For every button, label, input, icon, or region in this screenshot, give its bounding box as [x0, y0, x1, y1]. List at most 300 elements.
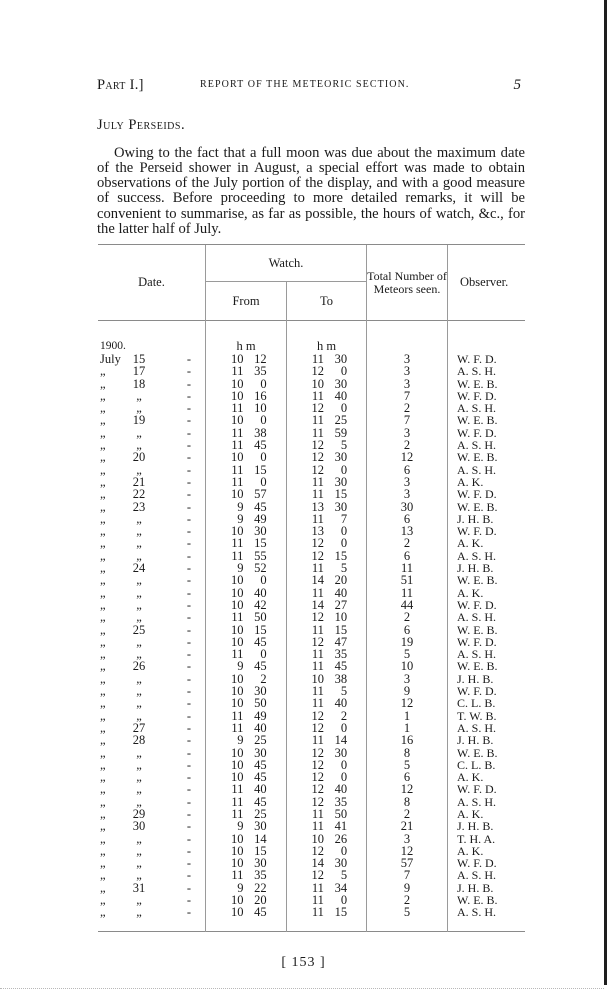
to-minute: 34 — [334, 880, 348, 895]
from-minute: 10 — [254, 401, 267, 416]
observer-initials: T. W. B. — [457, 708, 497, 723]
date-day: „ — [136, 511, 142, 526]
to-minute: 0 — [340, 893, 348, 908]
to-hour: 12 — [311, 610, 324, 625]
table-row — [98, 820, 525, 832]
from-hour: 10 — [230, 634, 244, 649]
date-day: „ — [136, 745, 142, 760]
from-minute: 35 — [254, 364, 267, 379]
to-minute: 0 — [340, 757, 348, 772]
meteor-count: 11 — [367, 587, 448, 599]
from-minute: 35 — [254, 868, 267, 883]
date-day: 18 — [132, 376, 146, 391]
leader-dash: - — [186, 905, 191, 920]
col-header-to: To — [287, 282, 367, 321]
meteor-count: 44 — [367, 599, 448, 611]
date-day: 17 — [132, 364, 146, 379]
to-hour: 11 — [311, 352, 324, 366]
meteor-count: 2 — [367, 537, 448, 549]
to-minute: 0 — [340, 401, 348, 416]
leader-dash: - — [186, 868, 191, 883]
table-row — [98, 660, 525, 672]
to-minute: 26 — [334, 831, 348, 846]
observer-initials: C. L. B. — [457, 696, 496, 711]
meteor-count: 2 — [367, 894, 448, 906]
observer-initials: W. F. D. — [457, 388, 497, 403]
date-day: 24 — [132, 561, 146, 576]
observer-initials: A. K. — [457, 843, 484, 858]
date-month: „ — [100, 856, 106, 871]
meteor-count: 12 — [367, 845, 448, 857]
date-day: „ — [136, 425, 142, 440]
leader-dash: - — [186, 610, 191, 625]
leader-dash: - — [186, 893, 191, 908]
date-day: „ — [136, 573, 142, 588]
table-row — [98, 624, 525, 636]
date-month: „ — [100, 868, 106, 883]
leader-dash: - — [186, 819, 191, 834]
to-minute: 30 — [334, 856, 348, 871]
from-minute: 38 — [254, 425, 267, 440]
leader-dash: - — [186, 438, 191, 453]
to-minute: 15 — [334, 487, 348, 502]
to-hour: 12 — [311, 868, 324, 883]
col-header-total: Total Number of Meteors seen. — [367, 245, 448, 321]
from-hour: 9 — [237, 511, 244, 526]
to-hour: 11 — [311, 905, 324, 920]
from-minute: 30 — [254, 745, 267, 760]
table-row — [98, 906, 525, 918]
date-month: „ — [100, 536, 106, 551]
from-minute: 49 — [254, 511, 267, 526]
meteor-count: 3 — [367, 378, 448, 390]
from-hour: 11 — [231, 868, 244, 883]
from-minute: 40 — [254, 720, 267, 735]
date-month: „ — [100, 450, 106, 465]
meteor-count: 2 — [367, 611, 448, 623]
leader-dash: - — [186, 684, 191, 699]
date-month: „ — [100, 708, 106, 723]
table-row — [98, 501, 525, 513]
date-month: „ — [100, 499, 106, 514]
meteor-count: 6 — [367, 624, 448, 636]
observer-initials: W. E. B. — [457, 376, 498, 391]
date-day: „ — [136, 856, 142, 871]
to-hour: 12 — [311, 364, 324, 379]
to-hour: 11 — [311, 487, 324, 502]
date-month: „ — [100, 831, 106, 846]
table-row — [98, 734, 525, 746]
to-minute: 0 — [340, 462, 348, 477]
to-minute: 35 — [334, 794, 348, 809]
from-hour: 10 — [230, 413, 244, 428]
date-day: 21 — [132, 474, 146, 489]
to-minute: 38 — [334, 671, 348, 686]
observer-initials: A. S. H. — [457, 647, 497, 662]
from-minute: 14 — [254, 831, 267, 846]
to-hour: 11 — [311, 413, 324, 428]
to-hour: 11 — [311, 388, 324, 403]
to-minute: 50 — [334, 806, 348, 821]
from-minute: 40 — [254, 585, 267, 600]
observer-initials: W. F. D. — [457, 425, 497, 440]
observer-initials: A. S. H. — [457, 401, 497, 416]
from-minute: 45 — [254, 757, 267, 772]
date-month: „ — [100, 597, 106, 612]
observer-initials: W. E. B. — [457, 573, 498, 588]
from-hour: 9 — [237, 499, 244, 514]
from-minute: 45 — [254, 659, 267, 674]
page-number: 5 — [513, 77, 521, 93]
date-day: 25 — [132, 622, 146, 637]
leader-dash: - — [186, 770, 191, 785]
from-minute: 16 — [254, 388, 267, 403]
date-month: „ — [100, 696, 106, 711]
to-hour: 10 — [311, 831, 324, 846]
date-day: „ — [136, 671, 142, 686]
from-minute: 15 — [254, 622, 267, 637]
observer-initials: A. S. H. — [457, 438, 497, 453]
observer-initials: J. H. B. — [457, 671, 494, 686]
meteor-count: 9 — [367, 882, 448, 894]
leader-dash: - — [186, 806, 191, 821]
leader-dash: - — [186, 511, 191, 526]
leader-dash: - — [186, 856, 191, 871]
meteor-count: 6 — [367, 513, 448, 525]
leader-dash: - — [186, 647, 191, 662]
date-day: 20 — [132, 450, 146, 465]
leader-dash: - — [186, 450, 191, 465]
from-hour: 11 — [231, 708, 244, 723]
col-header-watch: Watch. — [206, 245, 367, 282]
leader-dash: - — [186, 782, 191, 797]
date-day: 19 — [132, 413, 146, 428]
folio: [ 153 ] — [281, 955, 326, 970]
leader-dash: - — [186, 561, 191, 576]
date-day: „ — [136, 794, 142, 809]
to-hour: 12 — [311, 782, 324, 797]
table-row — [98, 537, 525, 549]
table-row — [98, 451, 525, 463]
to-hour: 11 — [311, 806, 324, 821]
date-day: „ — [136, 388, 142, 403]
to-hour: 11 — [311, 696, 324, 711]
to-minute: 30 — [334, 376, 348, 391]
observer-initials: A. S. H. — [457, 794, 497, 809]
section-title: July Perseids. — [97, 117, 186, 133]
from-hour: 11 — [231, 647, 244, 662]
date-day: „ — [136, 893, 142, 908]
date-month: „ — [100, 843, 106, 858]
meteor-count: 6 — [367, 550, 448, 562]
running-header — [97, 77, 525, 97]
from-minute: 30 — [254, 856, 267, 871]
date-month: July — [100, 352, 121, 366]
to-minute: 59 — [334, 425, 348, 440]
to-hour: 12 — [311, 634, 324, 649]
from-hour: 10 — [230, 856, 244, 871]
from-minute: 0 — [260, 376, 267, 391]
table-row — [98, 869, 525, 881]
observer-initials: W. E. B. — [457, 893, 498, 908]
leader-dash: - — [186, 573, 191, 588]
from-minute: 40 — [254, 782, 267, 797]
to-minute: 45 — [334, 659, 348, 674]
leader-dash: - — [186, 474, 191, 489]
table-row — [98, 488, 525, 500]
from-minute: 55 — [254, 548, 267, 563]
meteor-count: 1 — [367, 722, 448, 734]
observer-initials: A. S. H. — [457, 905, 497, 920]
from-hour: 9 — [237, 659, 244, 674]
meteor-count: 1 — [367, 710, 448, 722]
meteor-count: 5 — [367, 906, 448, 918]
date-day: 27 — [132, 720, 146, 735]
from-hour: 11 — [231, 474, 244, 489]
to-hour: 11 — [311, 733, 324, 748]
meteor-count: 8 — [367, 747, 448, 759]
to-hour: 12 — [311, 757, 324, 772]
observer-initials: J. H. B. — [457, 880, 494, 895]
from-minute: 25 — [254, 806, 267, 821]
date-month: „ — [100, 561, 106, 576]
date-month: „ — [100, 573, 106, 588]
to-hour: 12 — [311, 720, 324, 735]
to-hour: 11 — [311, 622, 324, 637]
observer-initials: W. F. D. — [457, 856, 497, 871]
to-hour: 11 — [311, 474, 324, 489]
date-month: „ — [100, 880, 106, 895]
from-hour: 10 — [230, 831, 244, 846]
meteor-count: 51 — [367, 574, 448, 586]
table-row — [98, 414, 525, 426]
from-minute: 57 — [254, 487, 267, 502]
meteor-count: 3 — [367, 476, 448, 488]
from-hour: 11 — [231, 536, 244, 551]
table-row — [98, 697, 525, 709]
date-month: „ — [100, 487, 106, 502]
meteor-count: 3 — [367, 833, 448, 845]
to-minute: 0 — [340, 770, 348, 785]
to-hour: 11 — [311, 893, 324, 908]
meteor-count: 13 — [367, 525, 448, 537]
leader-dash: - — [186, 880, 191, 895]
observer-initials: J. H. B. — [457, 561, 494, 576]
meteor-count: 2 — [367, 402, 448, 414]
to-minute: 0 — [340, 843, 348, 858]
observer-initials: A. K. — [457, 585, 484, 600]
to-hour: 13 — [311, 499, 324, 514]
date-month: „ — [100, 401, 106, 416]
leader-dash: - — [186, 708, 191, 723]
meteor-count: 3 — [367, 353, 448, 365]
from-hour: 11 — [231, 794, 244, 809]
date-month: „ — [100, 425, 106, 440]
from-hour: 11 — [231, 782, 244, 797]
leader-dash: - — [186, 462, 191, 477]
leader-dash: - — [186, 548, 191, 563]
meteor-count: 3 — [367, 673, 448, 685]
table-row — [98, 574, 525, 586]
table-row — [98, 611, 525, 623]
to-hour: 12 — [311, 462, 324, 477]
observer-initials: W. F. D. — [457, 524, 497, 539]
date-month: „ — [100, 757, 106, 772]
leader-dash: - — [186, 794, 191, 809]
from-hour: 11 — [231, 610, 244, 625]
to-minute: 40 — [334, 585, 348, 600]
to-hour: 11 — [311, 880, 324, 895]
from-minute: 30 — [254, 819, 267, 834]
meteor-count: 12 — [367, 783, 448, 795]
meteor-count: 5 — [367, 759, 448, 771]
date-day: „ — [136, 770, 142, 785]
to-hour: 11 — [311, 561, 324, 576]
part-label: Part I.] — [97, 77, 144, 93]
to-minute: 10 — [334, 610, 348, 625]
observer-initials: W. E. B. — [457, 622, 498, 637]
date-day: „ — [136, 757, 142, 772]
meteor-count: 7 — [367, 869, 448, 881]
date-month: „ — [100, 659, 106, 674]
date-day: „ — [136, 610, 142, 625]
from-minute: 0 — [260, 647, 267, 662]
leader-dash: - — [186, 413, 191, 428]
date-day: „ — [136, 585, 142, 600]
from-hour: 10 — [230, 388, 244, 403]
meteor-count: 3 — [367, 488, 448, 500]
leader-dash: - — [186, 757, 191, 772]
date-day: „ — [136, 684, 142, 699]
leader-dash: - — [186, 634, 191, 649]
from-hour: 10 — [230, 745, 244, 760]
from-minute: 52 — [254, 561, 267, 576]
to-minute: 30 — [334, 450, 348, 465]
observer-initials: A. S. H. — [457, 548, 497, 563]
date-month: „ — [100, 413, 106, 428]
date-day: „ — [136, 462, 142, 477]
from-hour: 9 — [237, 733, 244, 748]
to-hour: 14 — [311, 573, 324, 588]
leader-dash: - — [186, 696, 191, 711]
intro-paragraph: Owing to the fact that a full moon was due about the maximum date of the Perseid shower in August, a special effort was made to obtain observations of the July portion of the display, and with a good measure of success. Before proceeding to more detailed remarks, it will be convenient to summarise, as far as possible, the hours of watch, &c., for the latter half of July. — [97, 144, 525, 238]
from-minute: 50 — [254, 610, 267, 625]
to-minute: 30 — [334, 474, 348, 489]
from-minute: 2 — [260, 671, 267, 686]
year-label: 1900. — [98, 339, 206, 353]
meteor-count: 6 — [367, 771, 448, 783]
from-minute: 0 — [260, 413, 267, 428]
date-month: „ — [100, 770, 106, 785]
observer-initials: J. H. B. — [457, 733, 494, 748]
date-month: „ — [100, 548, 106, 563]
date-month: „ — [100, 511, 106, 526]
observer-initials: W. F. D. — [457, 352, 497, 366]
date-month: „ — [100, 524, 106, 539]
date-month: „ — [100, 585, 106, 600]
from-hour: 9 — [237, 561, 244, 576]
to-hour: 14 — [311, 856, 324, 871]
observer-initials: A. K. — [457, 770, 484, 785]
from-hour: 11 — [231, 438, 244, 453]
leader-dash: - — [186, 499, 191, 514]
date-month: „ — [100, 376, 106, 391]
to-hour: 12 — [311, 401, 324, 416]
from-minute: 15 — [254, 536, 267, 551]
to-hour: 11 — [311, 425, 324, 440]
leader-dash: - — [186, 671, 191, 686]
from-hour: 10 — [230, 352, 244, 366]
col-header-date: Date. — [98, 245, 206, 321]
from-hour: 11 — [231, 364, 244, 379]
date-month: „ — [100, 462, 106, 477]
date-day: 30 — [132, 819, 146, 834]
from-minute: 50 — [254, 696, 267, 711]
date-month: „ — [100, 671, 106, 686]
date-day: „ — [136, 438, 142, 453]
to-hour: 11 — [311, 647, 324, 662]
observer-initials: J. H. B. — [457, 819, 494, 834]
date-month: „ — [100, 647, 106, 662]
date-day: „ — [136, 401, 142, 416]
from-minute: 45 — [254, 794, 267, 809]
date-month: „ — [100, 819, 106, 834]
date-day: „ — [136, 868, 142, 883]
to-minute: 47 — [334, 634, 348, 649]
date-month: „ — [100, 438, 106, 453]
leader-dash: - — [186, 487, 191, 502]
to-hour: 12 — [311, 548, 324, 563]
from-hour: 11 — [231, 806, 244, 821]
from-hour: 10 — [230, 843, 244, 858]
to-hour: 12 — [311, 843, 324, 858]
meteor-count: 21 — [367, 820, 448, 832]
from-hour: 10 — [230, 671, 244, 686]
observer-initials: A. S. H. — [457, 364, 497, 379]
to-minute: 30 — [334, 499, 348, 514]
date-month: „ — [100, 745, 106, 760]
to-minute: 15 — [334, 548, 348, 563]
to-hour: 14 — [311, 597, 324, 612]
meteor-count: 57 — [367, 857, 448, 869]
date-day: „ — [136, 548, 142, 563]
to-minute: 5 — [340, 684, 348, 699]
date-month: „ — [100, 733, 106, 748]
observer-initials: W. F. D. — [457, 782, 497, 797]
from-hour: 11 — [231, 462, 244, 477]
meteor-count: 16 — [367, 734, 448, 746]
from-hour: 10 — [230, 597, 244, 612]
meteor-count: 12 — [367, 697, 448, 709]
to-hour: 11 — [311, 819, 324, 834]
from-minute: 30 — [254, 684, 267, 699]
to-minute: 15 — [334, 622, 348, 637]
from-minute: 0 — [260, 573, 267, 588]
date-day: „ — [136, 905, 142, 920]
date-month: „ — [100, 634, 106, 649]
from-hour: 11 — [231, 548, 244, 563]
to-hour: 12 — [311, 708, 324, 723]
date-day: 15 — [132, 352, 146, 366]
col-header-observer: Observer. — [460, 275, 509, 290]
meteor-count: 5 — [367, 648, 448, 660]
to-minute: 41 — [334, 819, 348, 834]
from-hour: 10 — [230, 487, 244, 502]
to-minute: 5 — [340, 438, 348, 453]
leader-dash: - — [186, 536, 191, 551]
from-hour: 10 — [230, 622, 244, 637]
date-month: „ — [100, 610, 106, 625]
